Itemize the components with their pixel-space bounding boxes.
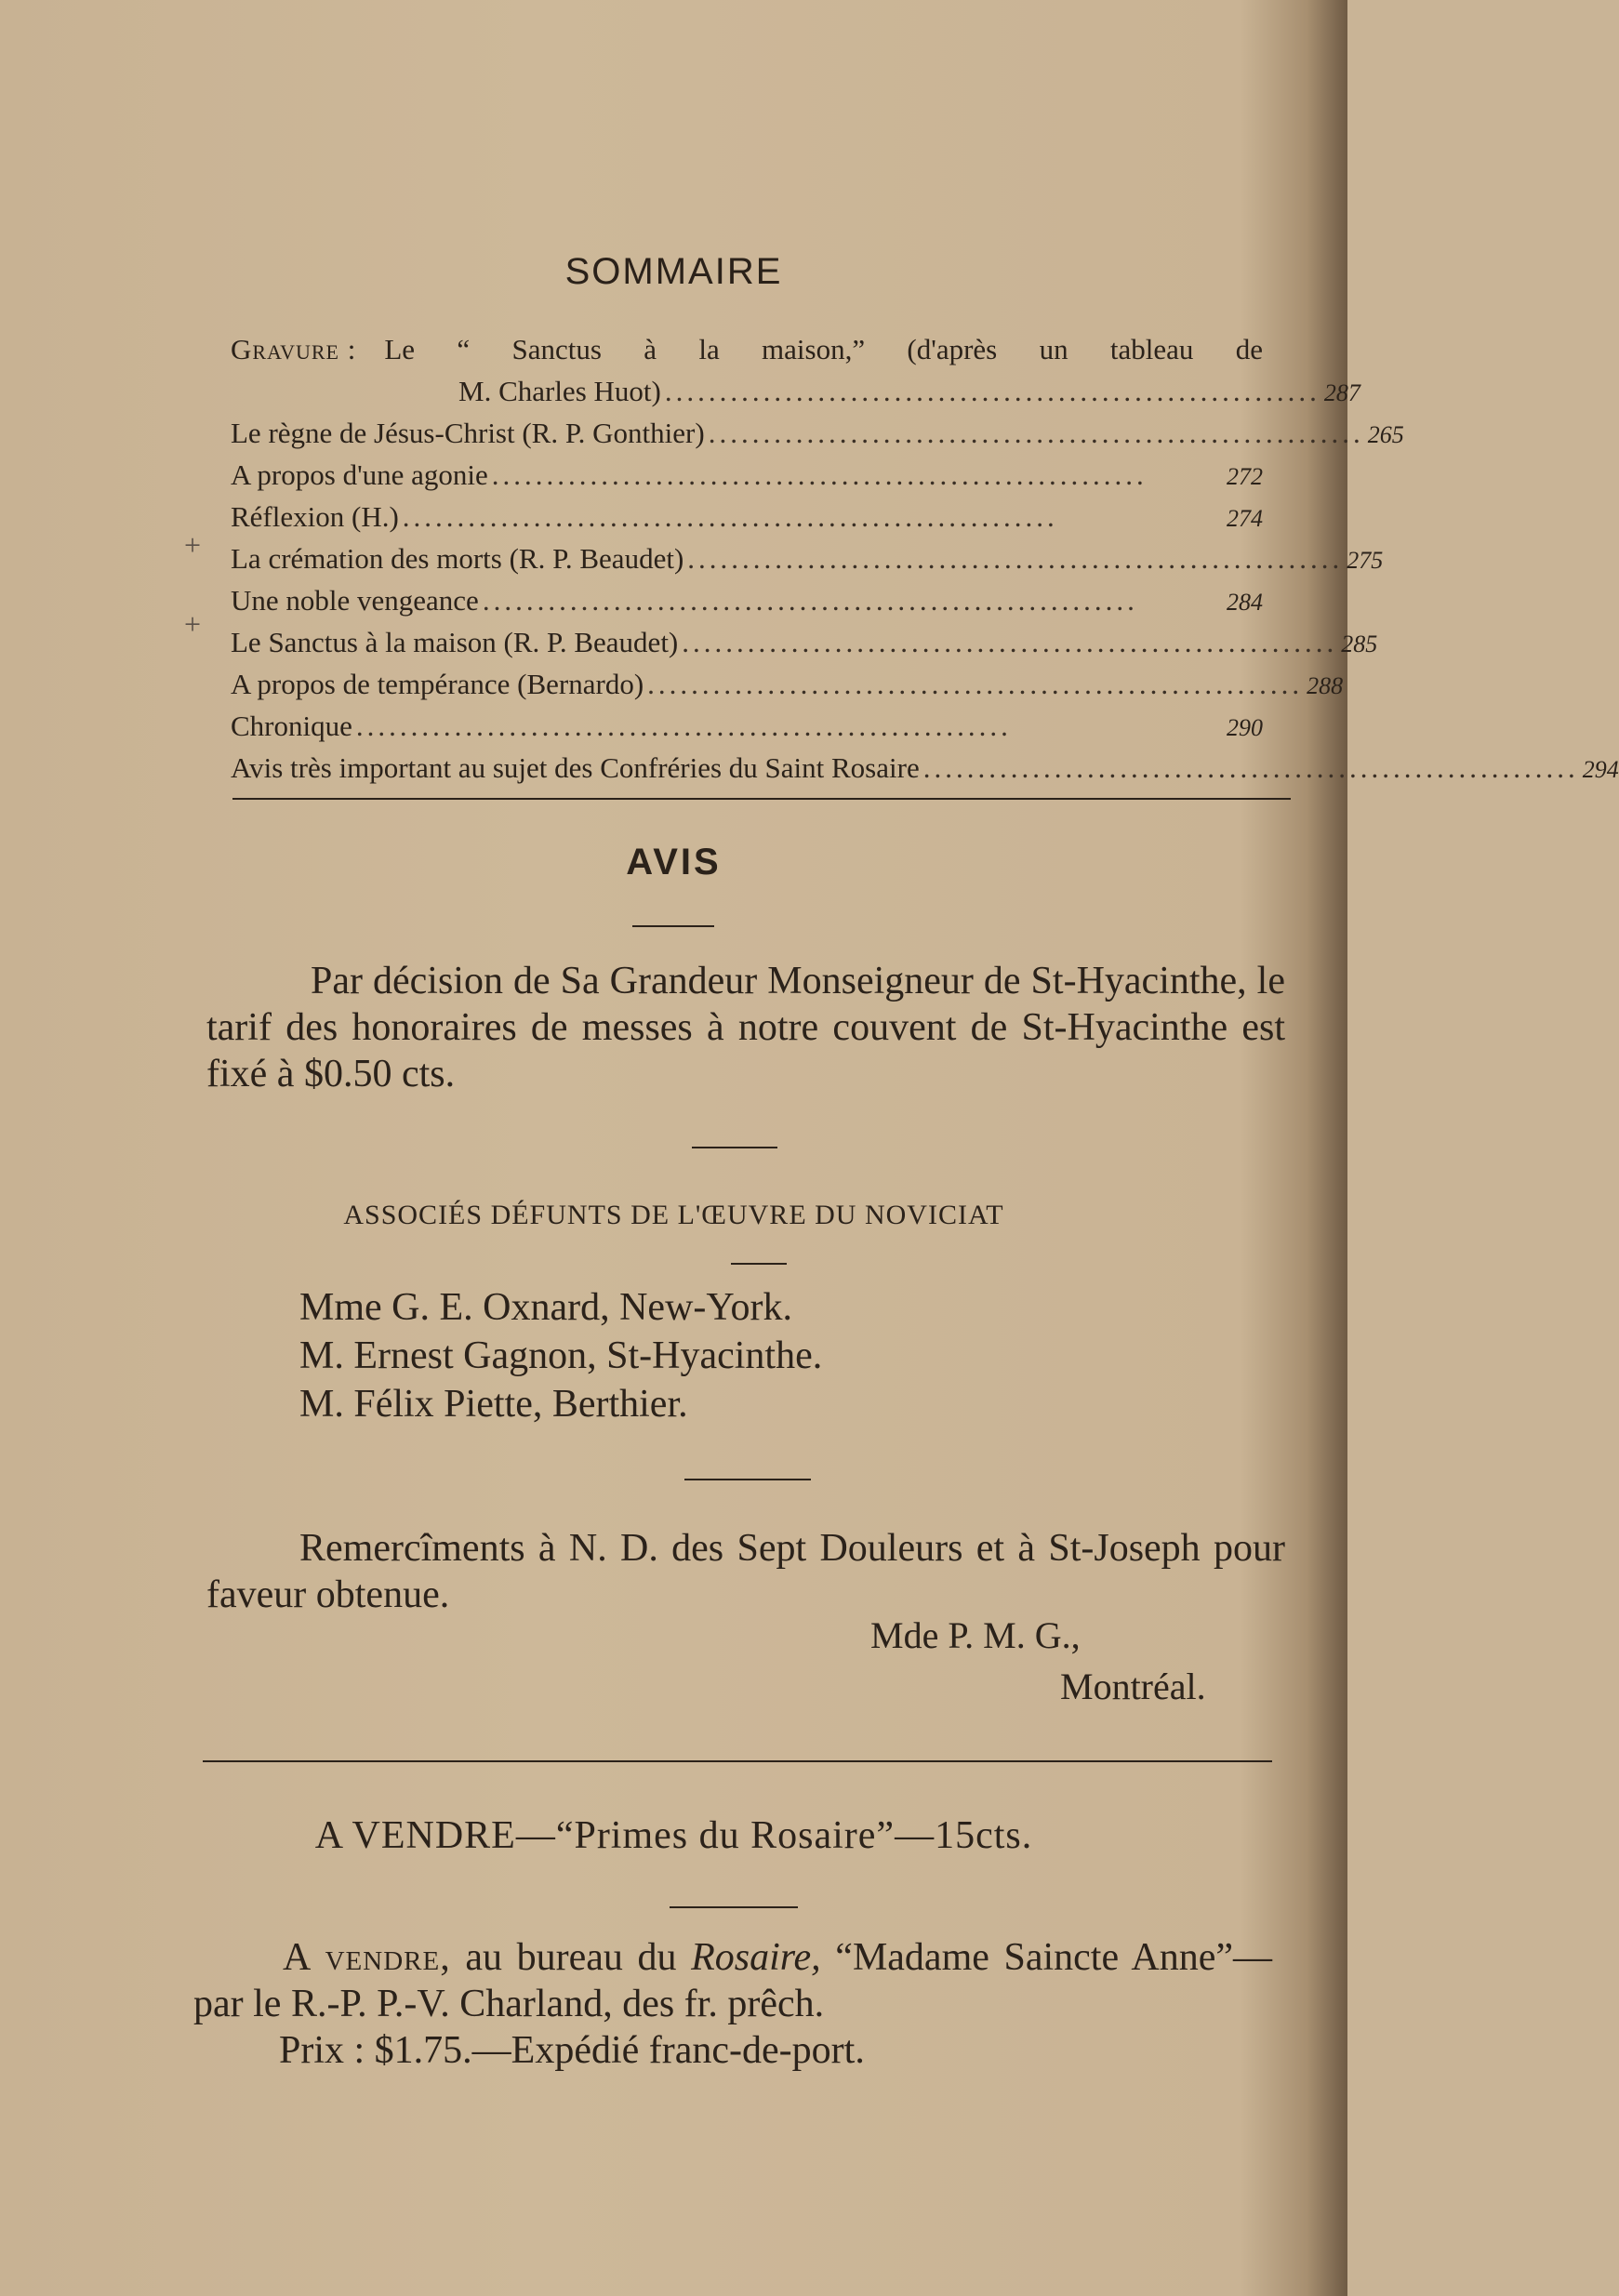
section-divider bbox=[232, 798, 1291, 800]
table-of-contents bbox=[231, 333, 1619, 793]
toc-leader: ............................................................ bbox=[922, 751, 1579, 784]
toc-item-title: Chronique bbox=[231, 710, 352, 742]
toc-page-number: 287 bbox=[1323, 379, 1360, 406]
gravure-text-line-1: Le “ Sanctus à la maison,” (d'après un tableau de bbox=[384, 333, 1263, 365]
signature-name: Mde P. M. G., bbox=[870, 1614, 1081, 1656]
toc-page-number: 294 bbox=[1582, 756, 1619, 783]
toc-gravure-entry bbox=[231, 333, 1360, 417]
toc-leader: ............................................................ bbox=[491, 458, 1148, 491]
toc-page-number: 265 bbox=[1367, 421, 1404, 448]
toc-leader: ............................................................ bbox=[402, 500, 1058, 533]
toc-item bbox=[231, 751, 1619, 793]
toc-leader: ............................................................ bbox=[355, 710, 1012, 742]
name-line: M. Félix Piette, Berthier. bbox=[299, 1383, 688, 1426]
toc-page-number: 272 bbox=[1227, 463, 1263, 490]
remerciements-paragraph: Remercîments à N. D. des Sept Douleurs et à St-Joseph pour faveur obtenue. bbox=[206, 1527, 1285, 1616]
handwritten-cross-mark: + bbox=[184, 607, 202, 641]
associes-heading: ASSOCIÉS DÉFUNTS DE L'ŒUVRE DU NOVICIAT bbox=[343, 1200, 1004, 1230]
toc-item bbox=[231, 417, 1404, 458]
toc-page-number: 288 bbox=[1307, 672, 1344, 699]
toc-item-title: A propos de tempérance (Bernardo) bbox=[231, 668, 644, 700]
toc-item bbox=[231, 542, 1384, 584]
section-divider bbox=[203, 1760, 1272, 1762]
toc-item-title: A propos d'une agonie bbox=[231, 458, 488, 491]
toc-item bbox=[231, 500, 1263, 542]
signature-place: Montréal. bbox=[1060, 1666, 1206, 1707]
toc-leader: ............................................................ bbox=[682, 626, 1338, 658]
gravure-label: Gravure : bbox=[231, 333, 357, 365]
toc-page-number: 274 bbox=[1227, 505, 1263, 532]
toc-page-number: 285 bbox=[1341, 630, 1378, 657]
short-divider bbox=[632, 925, 714, 927]
toc-item-title: La crémation des morts (R. P. Beaudet) bbox=[231, 542, 684, 575]
vendre-heading: A VENDRE—“Primes du Rosaire”—15cts. bbox=[314, 1814, 1033, 1857]
toc-item-title: Le règne de Jésus-Christ (R. P. Gonthier) bbox=[231, 417, 705, 449]
vendre-lead: A vendre, bbox=[283, 1936, 451, 1979]
toc-leader: ............................................................ bbox=[647, 668, 1304, 700]
toc-page-number: 284 bbox=[1227, 589, 1263, 616]
associes-names bbox=[299, 1283, 822, 1428]
short-divider bbox=[670, 1906, 798, 1908]
vendre-paragraph bbox=[193, 1934, 1272, 2027]
toc-item bbox=[231, 626, 1378, 668]
handwritten-cross-mark: + bbox=[184, 528, 202, 562]
toc-item bbox=[231, 710, 1263, 751]
avis-title: AVIS bbox=[626, 842, 722, 883]
vendre-price: Prix : $1.75.—Expédié franc-de-port. bbox=[279, 2029, 865, 2072]
vendre-text-2: “Madame Saincte Anne”—par le R.-P. P.-V. Charland, des fr. prêch. bbox=[193, 1936, 1273, 2025]
toc-leader: ............................................................ bbox=[664, 375, 1320, 407]
publication-name: Rosaire, bbox=[691, 1936, 821, 1979]
toc-item-title: Une noble vengeance bbox=[231, 584, 479, 617]
toc-item bbox=[231, 584, 1263, 626]
gravure-text-line-2: M. Charles Huot) bbox=[458, 375, 661, 407]
toc-leader: ............................................................ bbox=[687, 542, 1344, 575]
toc-item bbox=[231, 668, 1344, 710]
toc-item-title: Avis très important au sujet des Confréries du Saint Rosaire bbox=[231, 751, 920, 784]
toc-item-title: Réflexion (H.) bbox=[231, 500, 399, 533]
toc-leader: ............................................................ bbox=[482, 584, 1138, 617]
vendre-text-1: au bureau du bbox=[465, 1936, 677, 1979]
toc-leader: ............................................................ bbox=[708, 417, 1364, 449]
name-line: Mme G. E. Oxnard, New-York. bbox=[299, 1286, 793, 1329]
toc-item-title: Le Sanctus à la maison (R. P. Beaudet) bbox=[231, 626, 679, 658]
short-divider bbox=[692, 1147, 777, 1148]
toc-item bbox=[231, 458, 1263, 500]
toc-page-number: 290 bbox=[1227, 714, 1263, 741]
sommaire-title: SOMMAIRE bbox=[564, 251, 783, 292]
avis-paragraph: Par décision de Sa Grandeur Monseigneur de St-Hyacinthe, le tarif des honoraires de messes à notre couvent de St-Hyacinthe est fixé à $0.50 cts. bbox=[206, 960, 1285, 1095]
toc-page-number: 275 bbox=[1347, 547, 1384, 574]
short-divider bbox=[731, 1263, 787, 1265]
name-line: M. Ernest Gagnon, St-Hyacinthe. bbox=[299, 1334, 823, 1377]
short-divider bbox=[684, 1479, 811, 1480]
